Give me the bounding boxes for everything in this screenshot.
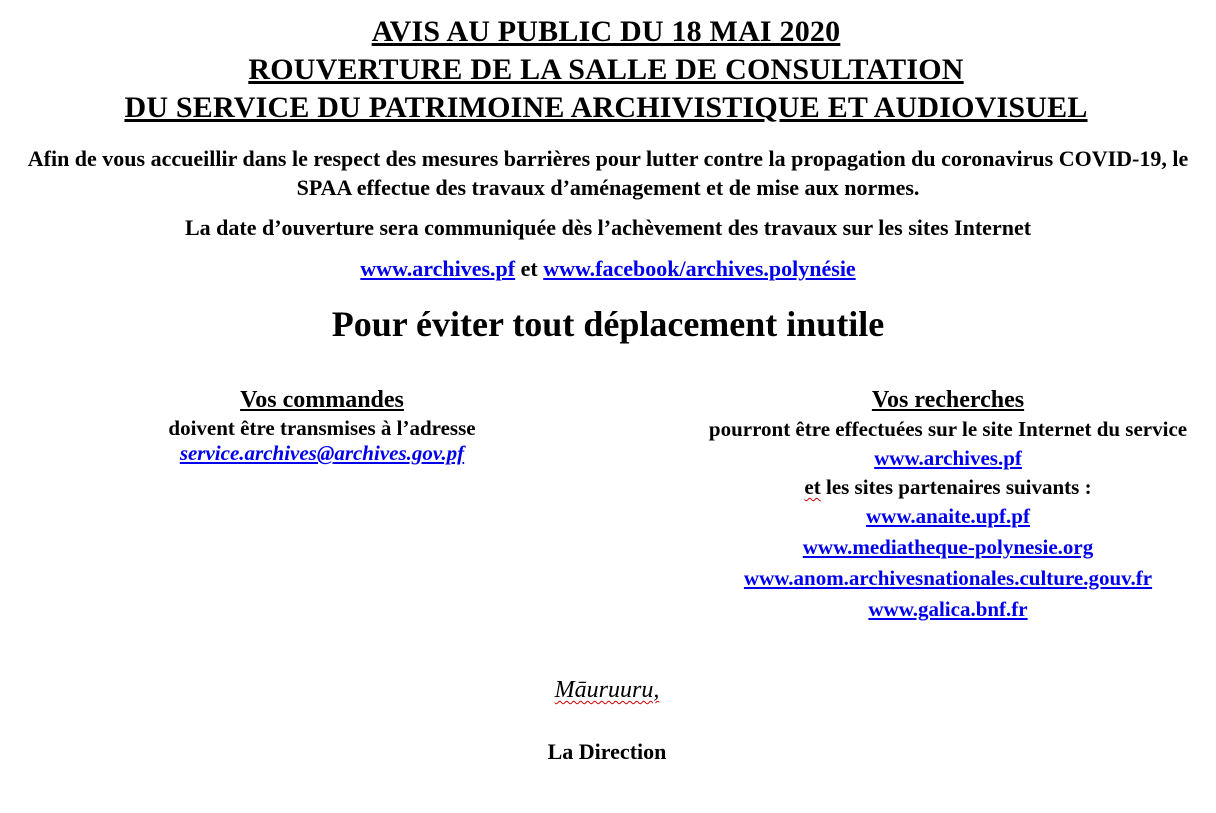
partners-text: les sites partenaires suivants : bbox=[820, 475, 1092, 499]
partner-link-mediatheque[interactable]: www.mediatheque-polynesie.org bbox=[802, 535, 1094, 559]
partners-prefix: et bbox=[804, 475, 821, 499]
partner-links-list bbox=[700, 501, 1196, 625]
research-site-link[interactable]: www.archives.pf bbox=[874, 446, 1022, 470]
links-joiner: et bbox=[515, 256, 544, 281]
facebook-link[interactable]: www.facebook/archives.polynésie bbox=[543, 256, 856, 281]
orders-text: doivent être transmises à l’adresse bbox=[168, 416, 476, 440]
partners-intro bbox=[700, 473, 1196, 501]
intro-paragraph: Afin de vous accueillir dans le respect des mesures barrières pour lutter contre la propagation du coronavirus COVID-19, le SPAA effectue des travaux d’aménagement et de mise aux normes. bbox=[27, 146, 1189, 200]
partner-link-anaite[interactable]: www.anaite.upf.pf bbox=[866, 504, 1030, 528]
research-title: Vos recherches bbox=[871, 387, 1025, 413]
research-text: pourront être effectuées sur le site Internet du service bbox=[708, 417, 1188, 441]
research-column bbox=[700, 385, 1196, 625]
orders-column bbox=[120, 385, 524, 464]
signature-text: La Direction bbox=[547, 739, 667, 764]
signoff-text: Māuruuru, bbox=[554, 677, 660, 703]
orders-title: Vos commandes bbox=[240, 387, 404, 413]
partner-link-anom[interactable]: www.anom.archivesnationales.culture.gouv.fr bbox=[743, 566, 1153, 590]
notice-title-reopening: ROUVERTURE DE LA SALLE DE CONSULTATION bbox=[248, 53, 964, 86]
main-heading: Pour éviter tout déplacement inutile bbox=[331, 304, 885, 344]
signoff bbox=[0, 675, 1216, 705]
signature bbox=[0, 738, 1216, 766]
archives-site-link[interactable]: www.archives.pf bbox=[360, 256, 516, 281]
notice-title-date: AVIS AU PUBLIC DU 18 MAI 2020 bbox=[371, 15, 841, 48]
opening-date-sentence: La date d’ouverture sera communiquée dès l’achèvement des travaux sur les sites Internet bbox=[184, 215, 1032, 240]
website-links-line bbox=[0, 254, 1216, 283]
partner-link-gallica[interactable]: www.galica.bnf.fr bbox=[868, 597, 1028, 621]
contact-email-link[interactable]: service.archives@archives.gov.pf bbox=[179, 441, 465, 465]
notice-title-service: DU SERVICE DU PATRIMOINE ARCHIVISTIQUE ET AUDIOVISUEL bbox=[124, 91, 1088, 124]
